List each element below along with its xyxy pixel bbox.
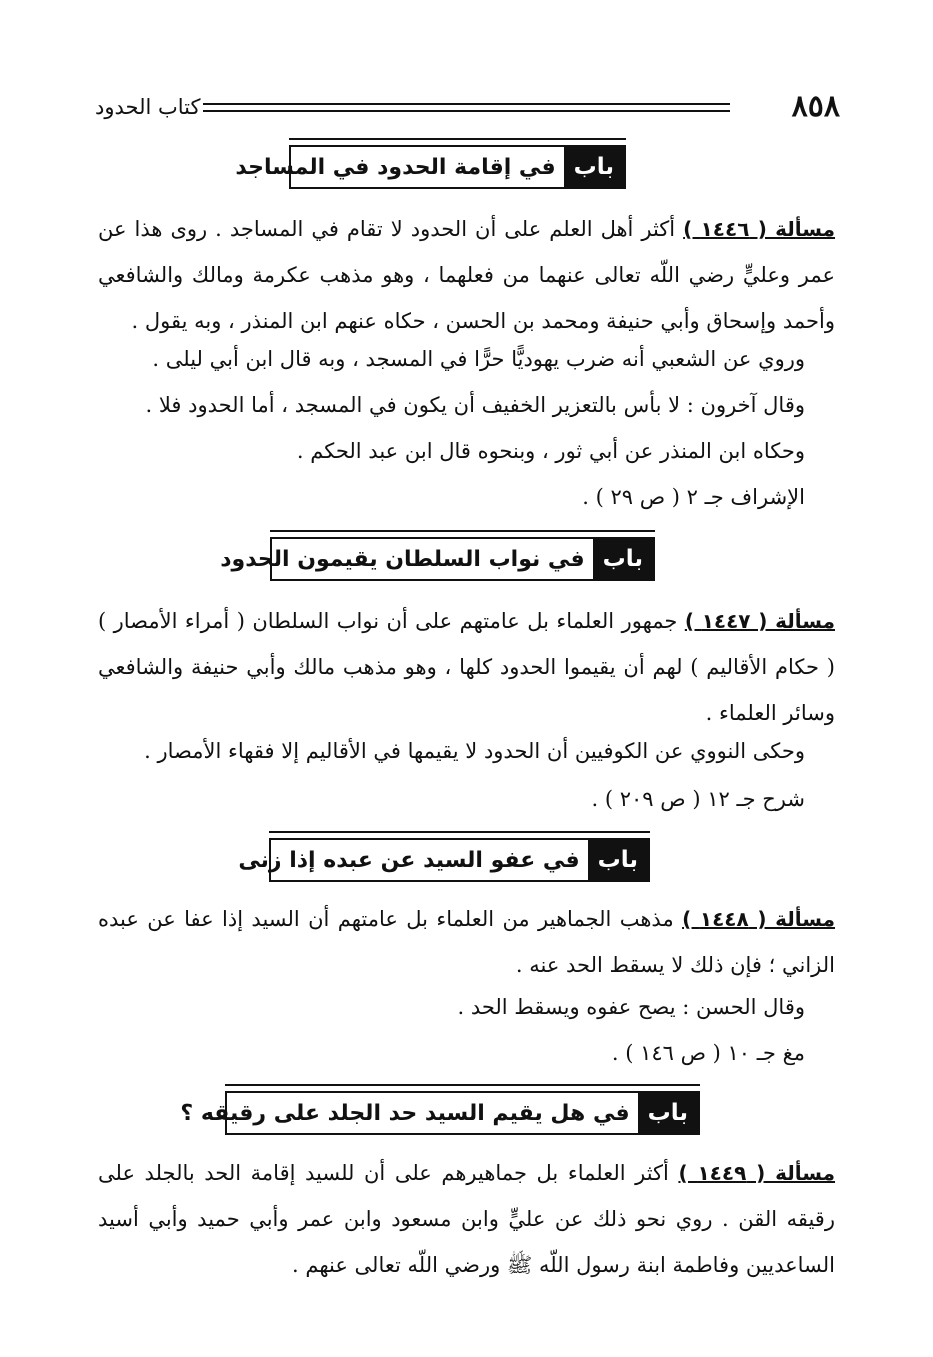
chapter-heading [238, 831, 650, 886]
book-title: كتاب الحدود [95, 95, 201, 119]
paragraph-text: مذهب الجماهير من العلماء بل عامتهم أن السيد إذا عفا عن عبده الزاني ؛ فإن ذلك لا يسقط الحد عنه . [98, 907, 835, 977]
masala-label: مسألة ( ١٤٤٧ ) [684, 609, 835, 633]
heading-box [235, 145, 626, 189]
chapter-title: في نواب السلطان يقيمون الحدود [220, 546, 585, 572]
paragraph-text: وحكاه ابن المنذر عن أبي ثور ، وبنحوه قال ابن عبد الحكم . [296, 439, 805, 463]
paragraph-text: جمهور العلماء بل عامتهم على أن نواب السلطان ( أمراء الأمصار ) ( حكام الأقاليم ) لهم أن يقيموا الحدود كلها ، وهو مذهب مالك وأبي حنيفة والشافعي وسائر العلماء . [98, 609, 835, 725]
bab-label: باب [638, 1093, 698, 1133]
paragraph-text: أكثر العلماء بل جماهيرهم على أن للسيد إقامة الحد بالجلد على رقيقه القن . روي نحو ذلك عن عليٍّ وابن مسعود وابن عمر وأبي حميد وأبي أسيد الساعديين وفاطمة ابنة رسول اللّه ﷺ ورضي اللّه تعالى عنهم . [98, 1161, 835, 1277]
chapter-heading [180, 1084, 700, 1139]
chapter-heading [220, 530, 655, 585]
heading-box [238, 838, 650, 882]
paragraph [98, 896, 835, 988]
heading-rule [289, 138, 626, 140]
chapter-title: في إقامة الحدود في المساجد [235, 154, 556, 180]
paragraph-text: وقال آخرون : لا بأس بالتعزير الخفيف أن يكون في المسجد ، أما الحدود فلا . [145, 393, 805, 417]
masala-label: مسألة ( ١٤٤٨ ) [682, 907, 836, 931]
bab-label: باب [564, 147, 624, 187]
paragraph-text: أكثر أهل العلم على أن الحدود لا تقام في المساجد . روى هذا عن عمر وعليٍّ رضي اللّه تعالى عنهما من فعلهما ، وهو مذهب عكرمة ومالك والشافعي وأحمد وإسحاق وأبي حنيفة ومحمد بن الحسن ، حكاه عنهم ابن المنذر ، وبه يقول . [98, 217, 835, 333]
source-reference [98, 1030, 805, 1076]
heading-rule [269, 831, 650, 833]
chapter-heading [235, 138, 626, 193]
paragraph [98, 206, 835, 344]
masala-label: مسألة ( ١٤٤٦ ) [683, 217, 836, 241]
paragraph [98, 382, 805, 428]
page-number: ٨٥٨ [791, 89, 840, 124]
paragraph-text: وحكى النووي عن الكوفيين أن الحدود لا يقيمها في الأقاليم إلا فقهاء الأمصار . [144, 739, 805, 763]
paragraph-text: شرح جـ ١٢ ( ص ٢٠٩ ) . [591, 787, 805, 811]
running-header [95, 90, 840, 126]
paragraph [98, 336, 805, 382]
source-reference [98, 776, 805, 822]
heading-rule [270, 530, 655, 532]
heading-box [180, 1091, 700, 1135]
bab-label: باب [588, 840, 648, 880]
heading-rule [225, 1084, 700, 1086]
chapter-title: في هل يقيم السيد حد الجلد على رقيقه ؟ [180, 1100, 630, 1126]
paragraph [98, 984, 805, 1030]
paragraph-text: مغ جـ ١٠ ( ص ١٤٦ ) . [611, 1041, 805, 1065]
header-rule [203, 103, 730, 112]
paragraph-text: الإشراف جـ ٢ ( ص ٢٩ ) . [582, 485, 805, 509]
paragraph-text: وروي عن الشعبي أنه ضرب يهوديًّا حرًّا في المسجد ، وبه قال ابن أبي ليلى . [152, 347, 805, 371]
chapter-title: في عفو السيد عن عبده إذا زنى [238, 847, 580, 873]
masala-label: مسألة ( ١٤٤٩ ) [678, 1161, 836, 1185]
paragraph-text: وقال الحسن : يصح عفوه ويسقط الحد . [457, 995, 805, 1019]
paragraph [98, 598, 835, 736]
bab-label: باب [593, 539, 653, 579]
paragraph [98, 728, 805, 774]
paragraph [98, 1150, 835, 1288]
paragraph [98, 428, 805, 474]
source-reference [98, 474, 805, 520]
heading-box [220, 537, 655, 581]
